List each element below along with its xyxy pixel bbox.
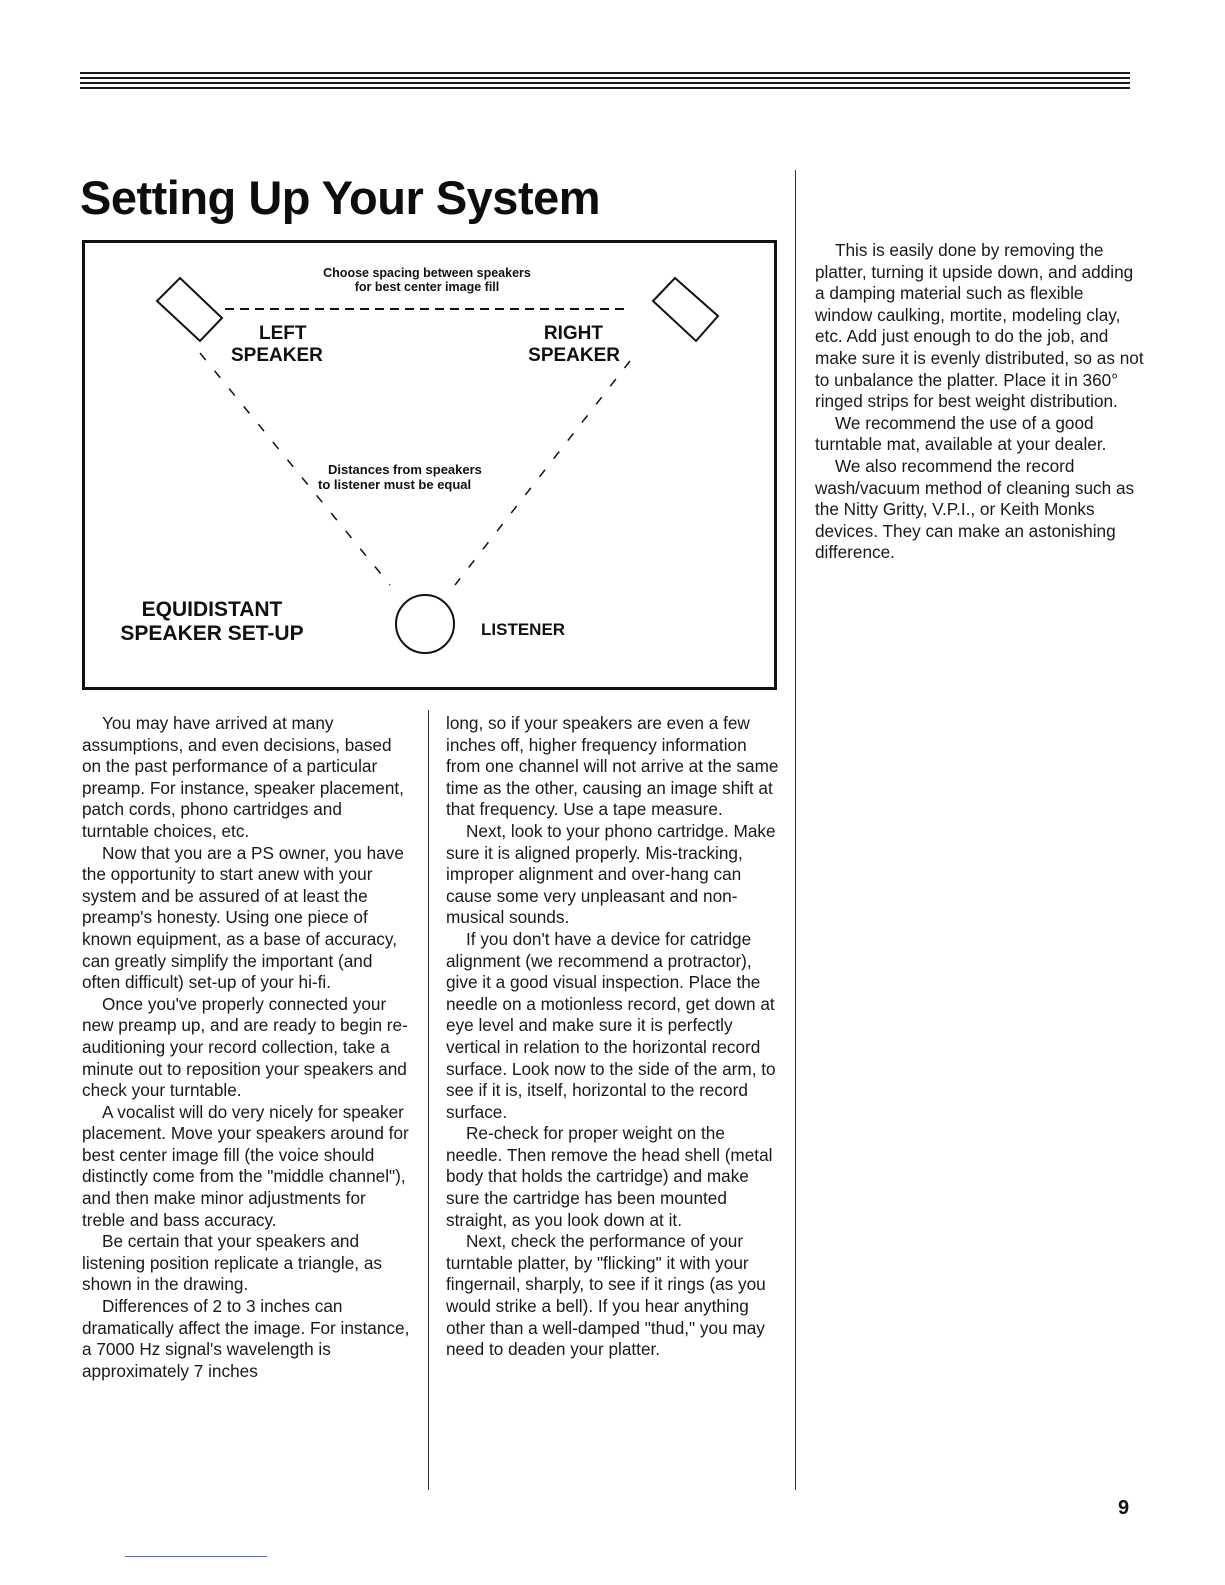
text-column-middle <box>446 713 781 1361</box>
paragraph: long, so if your speakers are even a few inches off, higher frequency information from one channel will not arrive at the same time as the other, causing an image shift at that frequency. Use a tape measure. <box>446 713 779 820</box>
caption-line2: SPEAKER SET-UP <box>120 622 304 646</box>
paragraph: If you don't have a device for catridge alignment (we recommend a protractor), give it a good visual inspection. Place the needle on a motionless record, get down at eye level and make sure it is perfectly vertical in relation to the horizontal record surface. Look now to the side of the arm, to see if it is, itself, horizontal to the record surface. <box>446 928 776 1122</box>
spacing-note <box>292 266 562 295</box>
left-speaker-icon <box>157 278 222 341</box>
paragraph: Differences of 2 to 3 inches can dramatically affect the image. For instance, a 7000 Hz signal's wavelength is approximately 7 inches <box>82 1296 410 1381</box>
text-column-right <box>815 240 1145 564</box>
paragraph: Next, check the performance of your turntable platter, by "flicking" it with your fingernail, sharply, to see if it rings (as you would strike a bell). If you hear anything other than a well-damped "thud," you may need to deaden your platter. <box>446 1231 766 1360</box>
paragraph: You may have arrived at many assumptions, and even decisions, based on the past performance of a particular preamp. For instance, speaker placement, patch cords, phono cartridges and turntable choices, etc. <box>82 713 404 841</box>
diagram-caption <box>107 598 317 646</box>
listener-icon <box>396 595 454 653</box>
column-divider-right <box>795 170 796 1490</box>
spacing-note-line2: for best center image fill <box>354 280 500 295</box>
distance-note-line2: to listener must be equal <box>318 476 472 492</box>
paragraph: Re-check for proper weight on the needle. Then remove the head shell (metal body that holds the cartridge) and make sure the cartridge has been mounted straight, as you look down at it. <box>446 1123 773 1230</box>
right-label-line1: RIGHT <box>543 323 603 344</box>
paragraph: Next, look to your phono cartridge. Make sure it is aligned properly. Mis-tracking, improper alignment and over-hang can cause some very unpleasant and non-musical sounds. <box>446 820 776 928</box>
speaker-setup-diagram <box>82 240 777 690</box>
left-speaker-label <box>231 323 323 367</box>
caption-line1: EQUIDISTANT <box>141 598 283 621</box>
column-divider-left <box>428 710 429 1490</box>
page-number: 9 <box>1118 1497 1130 1519</box>
footer-line <box>125 1556 267 1557</box>
paragraph: We recommend the use of a good turntable mat, available at your dealer. <box>815 412 1107 455</box>
paragraph: Be certain that your speakers and listening position replicate a triangle, as shown in the drawing. <box>82 1231 383 1295</box>
header-rules <box>80 72 1130 94</box>
paragraph: Once you've properly connected your new preamp up, and are ready to begin re-auditioning your record collection, take a minute out to reposition your speakers and check your turntable. <box>82 993 408 1101</box>
page-title: Setting Up Your System <box>80 171 601 224</box>
paragraph: Now that you are a PS owner, you have the opportunity to start anew with your system and be assured of at least the preamp's honesty. Using one piece of known equipment, as a base of accuracy, can greatly simplify the important (and often difficult) set-up of your hi-fi. <box>82 842 404 993</box>
spacing-note-line1: Choose spacing between speakers <box>323 266 531 280</box>
left-label-line2: SPEAKER <box>231 344 323 366</box>
right-speaker-icon <box>653 278 718 341</box>
paragraph: A vocalist will do very nicely for speaker placement. Move your speakers around for best center image fill (the voice should distinctly come from the "middle channel"), and then make minor adjustments for treble and bass accuracy. <box>82 1101 409 1230</box>
left-label-line1: LEFT <box>259 323 307 344</box>
text-column-left <box>82 713 412 1382</box>
distance-note-line1: Distances from speakers <box>328 462 482 477</box>
paragraph: This is easily done by removing the platter, turning it upside down, and adding a damping material such as flexible window caulking, mortite, modeling clay, etc. Add just enough to do the job, and make sure it is evenly distributed, so as not to unbalance the platter. Place it in 360° ringed strips for best weight distribution. <box>815 240 1144 412</box>
right-speaker-label <box>520 323 620 367</box>
listener-label: LISTENER <box>481 620 566 639</box>
paragraph: We also recommend the record wash/vacuum method of cleaning such as the Nitty Gritty, V.P.I., or Keith Monks devices. They can make an astonishing difference. <box>815 455 1135 563</box>
right-label-line2: SPEAKER <box>528 344 620 366</box>
distance-note <box>318 463 482 493</box>
